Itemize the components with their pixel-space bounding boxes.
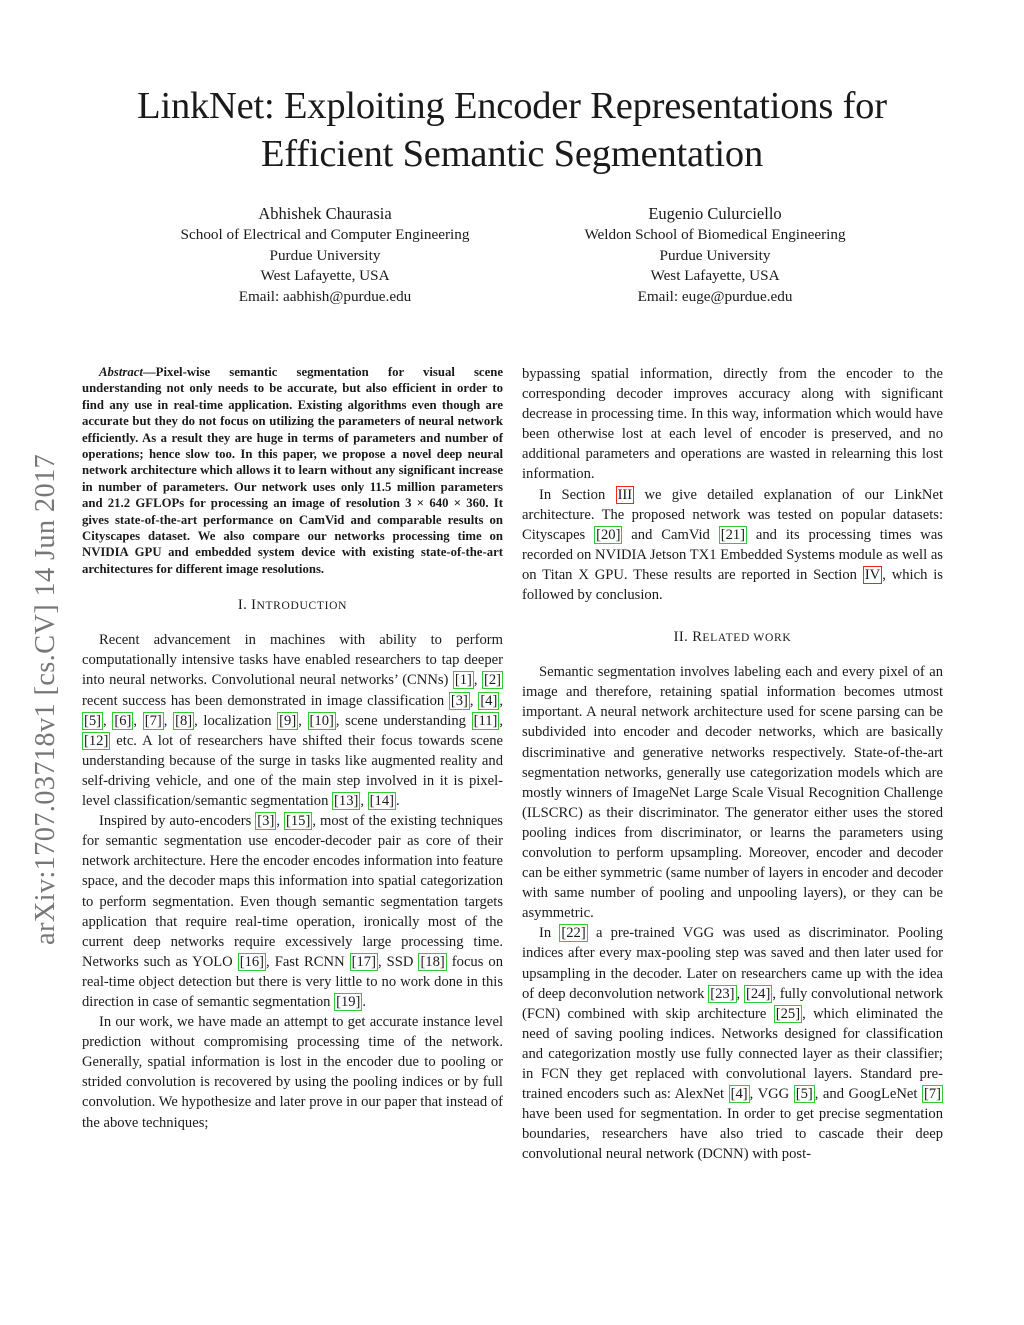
- citation-link[interactable]: [8]: [175, 712, 193, 729]
- text-run: ,: [499, 712, 504, 729]
- text-run: ,: [499, 692, 503, 709]
- section-heading-related-work: [522, 627, 943, 648]
- text-run: In Section: [539, 486, 616, 503]
- section-link[interactable]: IV: [864, 566, 881, 583]
- author-name: Eugenio Culurciello: [648, 204, 782, 223]
- citation-link[interactable]: [22]: [561, 925, 586, 942]
- text-run: etc. A lot of researchers have shifted their focus towards scene understanding because of the surge in tasks like augmented reality and self-driving vehicle, and one of the main step involved in it is pixel-level classification/semantic segmentation: [82, 732, 503, 810]
- citation-link[interactable]: [7]: [144, 712, 162, 729]
- citation-link[interactable]: [11]: [473, 712, 498, 729]
- text-run: ,: [133, 712, 143, 729]
- citation-link[interactable]: [18]: [420, 953, 445, 970]
- text-run: , scene understanding: [335, 712, 472, 729]
- text-run: , which eliminated the need of saving pooling indices. Networks designed for classification and categorization mostly use fully connected layer as their classifier; in FCN they get replaced with convolutional layers. Standard pre-trained encoders such as: AlexNet: [522, 1005, 943, 1103]
- text-run: a pre-trained VGG was used as discriminator. Pooling indices after every max-pooling step was saved and then later used for upsampling in the decoder. Later on researchers came up with the idea of deep deconvolution network: [522, 925, 943, 1002]
- text-run: , most of the existing techniques for semantic segmentation use encoder-decoder pair as core of their network architecture. Here the encoder encodes information into feature space, and the decoder maps this information into spatial categorization to perform segmentation. Even though semantic segmentation targets application that require real-time operation, ironically most of the current deep networks require excessively large processing time. Networks such as YOLO: [82, 813, 503, 970]
- text-run: focus on real-time object detection but there is very little to no work done in this direction in case of semantic segmentation: [82, 953, 504, 1010]
- abstract: [82, 364, 503, 577]
- abstract-resolution: 3 × 640 × 360: [405, 496, 486, 511]
- citation-link[interactable]: [13]: [334, 793, 359, 810]
- intro-paragraph-2: [82, 811, 503, 1012]
- author-university: Purdue University: [659, 246, 771, 264]
- section-number: II.: [673, 629, 693, 646]
- author-university: Purdue University: [269, 246, 381, 264]
- author-location: West Lafayette, USA: [260, 267, 390, 284]
- citation-link[interactable]: [5]: [84, 712, 102, 729]
- citation-link[interactable]: [24]: [746, 985, 771, 1002]
- text-run: , Fast RCNN: [266, 953, 350, 970]
- text-run: ,: [103, 712, 113, 729]
- text-run: ,: [473, 672, 482, 689]
- citation-link[interactable]: [4]: [730, 1086, 748, 1103]
- citation-link[interactable]: [25]: [775, 1005, 801, 1022]
- paper-title: [60, 82, 964, 178]
- citation-link[interactable]: [19]: [336, 993, 361, 1010]
- abstract-dash: —: [142, 365, 156, 379]
- citation-link[interactable]: [2]: [483, 672, 501, 689]
- author-block-2: [505, 202, 925, 307]
- intro-paragraph-3: In our work, we have made an attempt to get accurate instance level prediction without compromising processing time of the network. Generally, spatial information is lost in the encoder due to pooling or strided convolution is recovered by using the pooling indices or by full convolution. We hypothesize and later prove in our paper that instead of the above techniques;: [82, 1014, 503, 1131]
- citation-link[interactable]: [17]: [351, 953, 376, 970]
- citation-link[interactable]: [3]: [450, 692, 468, 709]
- author-location: West Lafayette, USA: [650, 267, 780, 284]
- abstract-text-b: . It gives state-of-the-art performance on CamVid and comparable results on Cityscapes dataset. We also compare our networks processing time on NVIDIA GPU and embedded system device with existing state-of-the-art architectures for different image resolutions.: [82, 496, 503, 576]
- intro-paragraph-1: [82, 630, 503, 811]
- abstract-text-a: Pixel-wise semantic segmentation for visual scene understanding not only needs to be accurate, but also efficient in order to find any use in real-time application. Existing algorithms even though are accurate but they do not focus on utilizing the parameters of neural network efficiently. As a result they are huge in terms of parameters and number of operations; hence slow too. In this paper, we propose a novel deep neural network architecture which allows it to learn without any significant increase in number of parameters. Our network uses only 11.5 million parameters and 21.2 GFLOPs for processing an image of resolution: [82, 365, 503, 511]
- text-run: , and GoogLeNet: [814, 1086, 922, 1103]
- text-run: , SSD: [377, 953, 419, 970]
- author-affiliation: Weldon School of Biomedical Engineering: [584, 226, 846, 243]
- text-run: , VGG: [749, 1086, 794, 1103]
- title-line-1: LinkNet: Exploiting Encoder Representations for: [137, 85, 887, 127]
- author-name: Abhishek Chaurasia: [258, 204, 392, 223]
- section-title-first: I: [251, 597, 257, 614]
- text-run: have been used for segmentation. In order to get precise segmentation boundaries, researchers have also tried to cascade their deep convolutional neural network (DCNN) with post-: [522, 1106, 943, 1163]
- citation-link[interactable]: [5]: [795, 1086, 813, 1103]
- abstract-label: Abstract: [99, 365, 143, 379]
- text-run: ,: [163, 712, 174, 729]
- section-link[interactable]: III: [617, 486, 633, 503]
- author-email: Email: aabhish@purdue.edu: [238, 287, 412, 305]
- text-run: ,: [469, 692, 479, 709]
- citation-link[interactable]: [9]: [279, 712, 297, 729]
- text-run: and CamVid: [622, 526, 719, 543]
- text-run: In: [539, 925, 560, 942]
- citation-link[interactable]: [16]: [239, 953, 265, 970]
- citation-link[interactable]: [15]: [285, 813, 311, 830]
- citation-link[interactable]: [3]: [257, 813, 275, 830]
- author-affiliation: School of Electrical and Computer Engineering: [180, 226, 470, 243]
- citation-link[interactable]: [20]: [596, 526, 621, 543]
- citation-link[interactable]: [12]: [84, 732, 109, 749]
- text-run: , fully convolutional network (FCN) combined with skip architecture: [522, 985, 944, 1022]
- citation-link[interactable]: [4]: [480, 692, 498, 709]
- arxiv-stamp: arXiv:1707.03718v1 [cs.CV] 14 Jun 2017: [30, 453, 61, 945]
- section-heading-introduction: [82, 595, 503, 616]
- intro-paragraph-4: bypassing spatial information, directly from the encoder to the corresponding decoder improves accuracy along with significant decrease in processing time. In this way, information which would have been otherwise lost at each level of encoder is preserved, and no additional parameters and operations are wasted in relearning this lost information.: [522, 366, 943, 483]
- text-run: , localization: [194, 712, 278, 729]
- left-column: [82, 364, 503, 1133]
- citation-link[interactable]: [7]: [923, 1086, 941, 1103]
- section-number: I.: [237, 597, 252, 614]
- author-email: Email: euge@purdue.edu: [637, 287, 793, 305]
- citation-link[interactable]: [21]: [720, 526, 746, 543]
- text-run: ,: [298, 712, 308, 729]
- right-column: [522, 364, 943, 1164]
- text-run: .: [362, 993, 367, 1010]
- text-run: and its processing times was recorded on NVIDIA Jetson TX1 Embedded Systems module as well as on Titan X GPU. These results are reported in Section: [522, 526, 943, 583]
- related-paragraph-1: Semantic segmentation involves labeling each and every pixel of an image and therefore, retaining spatial information becomes utmost important. A neural network architecture used for scene parsing can be subdivided into encoder and decoder networks, which are basically discriminative and generative networks respectively. State-of-the-art segmentation networks, generally use categorization models which are mostly winners of ImageNet Large Scale Visual Recognition Challenge (ILSCRC) as their discriminator. The generator either uses the stored pooling indices from discriminator, or learns the parameters using convolution to perform upsampling. Moreover, encoder and decoder can be either symmetric (same number of layers in encoder and decoder with same number of pooling and unpooling layers), or they can be asymmetric.: [522, 664, 943, 922]
- author-block-1: [115, 202, 535, 307]
- text-run: .: [396, 793, 400, 810]
- text-run: ,: [360, 793, 368, 810]
- intro-paragraph-5: [522, 485, 943, 606]
- citation-link[interactable]: [10]: [309, 712, 334, 729]
- section-title-first: R: [692, 629, 703, 646]
- text-run: , which is followed by conclusion.: [522, 566, 943, 604]
- section-title-rest: NTRODUCTION: [256, 600, 348, 613]
- text-run: Inspired by auto-encoders: [99, 813, 256, 830]
- citation-link[interactable]: [23]: [710, 985, 735, 1002]
- text-run: Recent advancement in machines with ability to perform computationally intensive tasks have enabled researchers to tap deeper into neural networks. Convolutional neural networks’ (CNNs): [82, 632, 503, 689]
- citation-link[interactable]: [14]: [369, 793, 394, 810]
- text-run: we give detailed explanation of our LinkNet architecture. The proposed network was tested on popular datasets: Cityscapes: [522, 486, 943, 543]
- citation-link[interactable]: [1]: [454, 672, 472, 689]
- title-line-2: Efficient Semantic Segmentation: [260, 133, 763, 175]
- text-run: ,: [276, 813, 284, 830]
- related-paragraph-2: [522, 923, 943, 1164]
- text-run: recent success has been demonstrated in image classification: [82, 692, 449, 709]
- citation-link[interactable]: [6]: [114, 712, 132, 729]
- text-run: ,: [736, 985, 744, 1002]
- section-title-rest: ELATED WORK: [702, 632, 792, 645]
